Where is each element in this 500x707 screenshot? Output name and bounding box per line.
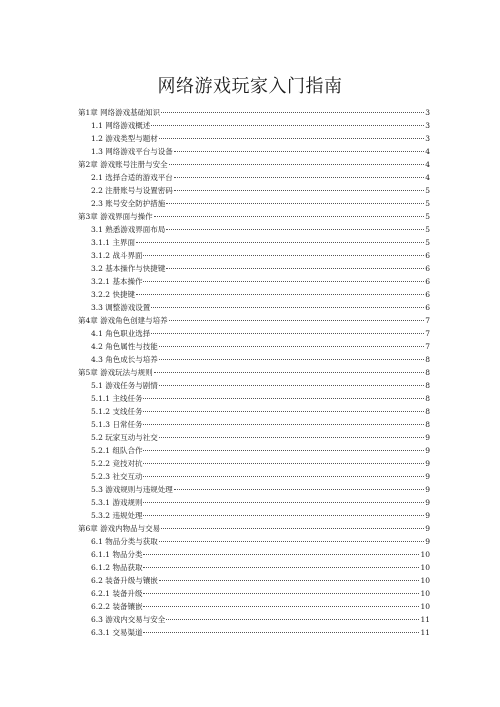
toc-dot-leader xyxy=(143,632,419,633)
toc-page-number: 10 xyxy=(420,589,430,598)
toc-page-number: 4 xyxy=(425,147,430,156)
toc-section-entry[interactable] xyxy=(78,197,430,210)
toc-dot-leader xyxy=(136,242,424,243)
toc-section-entry[interactable] xyxy=(78,327,430,340)
toc-dot-leader xyxy=(174,177,424,178)
toc-section-entry[interactable] xyxy=(78,353,430,366)
toc-entry-title: 第4章 游戏角色创建与培养 xyxy=(78,316,168,325)
toc-dot-leader xyxy=(143,411,424,412)
toc-dot-leader xyxy=(174,190,424,191)
toc-dot-leader xyxy=(143,463,424,464)
toc-page-number: 3 xyxy=(425,134,430,143)
toc-page-number: 9 xyxy=(425,472,430,481)
toc-page-number: 11 xyxy=(420,628,430,637)
toc-section-entry[interactable] xyxy=(78,587,430,600)
toc-dot-leader xyxy=(169,164,425,165)
toc-section-entry[interactable] xyxy=(78,483,430,496)
toc-entry-title: 1.2 游戏类型与题材 xyxy=(91,134,158,143)
toc-dot-leader xyxy=(151,333,424,334)
toc-entry-title: 5.3.2 违规处理 xyxy=(91,511,143,520)
toc-section-entry[interactable] xyxy=(78,379,430,392)
toc-dot-leader xyxy=(161,112,424,113)
toc-page-number: 5 xyxy=(425,199,430,208)
toc-entry-title: 3.1.1 主界面 xyxy=(91,238,135,247)
toc-entry-title: 5.2.2 竞技对抗 xyxy=(91,459,143,468)
toc-dot-leader xyxy=(151,125,424,126)
toc-entry-title: 3.2 基本操作与快捷键 xyxy=(91,264,166,273)
toc-page-number: 7 xyxy=(425,342,430,351)
toc-page-number: 10 xyxy=(420,563,430,572)
toc-dot-leader xyxy=(143,281,424,282)
document-title: 网络游戏玩家入门指南 xyxy=(157,76,343,97)
toc-entry-title: 2.1 选择合适的游戏平台 xyxy=(91,173,173,182)
toc-section-entry[interactable] xyxy=(78,470,430,483)
toc-section-entry[interactable] xyxy=(78,119,430,132)
toc-entry-title: 3.2.2 快捷键 xyxy=(91,290,135,299)
toc-page-number: 6 xyxy=(425,264,430,273)
toc-entry-title: 3.2.1 基本操作 xyxy=(91,277,143,286)
toc-dot-leader xyxy=(151,307,424,308)
toc-entry-title: 3.1 熟悉游戏界面布局 xyxy=(91,225,166,234)
toc-page-number: 7 xyxy=(425,316,430,325)
toc-page-number: 6 xyxy=(425,290,430,299)
toc-entry-title: 4.2 角色属性与技能 xyxy=(91,342,158,351)
toc-page-number: 5 xyxy=(425,225,430,234)
toc-dot-leader xyxy=(154,372,425,373)
toc-page-number: 5 xyxy=(425,186,430,195)
toc-dot-leader xyxy=(143,502,424,503)
toc-section-entry[interactable] xyxy=(78,535,430,548)
toc-section-entry[interactable] xyxy=(78,496,430,509)
toc-section-entry[interactable] xyxy=(78,249,430,262)
toc-dot-leader xyxy=(143,255,424,256)
toc-dot-leader xyxy=(143,515,424,516)
toc-chapter-entry[interactable] xyxy=(78,158,430,171)
toc-entry-title: 3.1.2 战斗界面 xyxy=(91,251,143,260)
toc-page-number: 8 xyxy=(425,420,430,429)
toc-entry-title: 6.2 装备升级与镶嵌 xyxy=(91,576,158,585)
toc-entry-title: 3.3 调整游戏设置 xyxy=(91,303,151,312)
toc-chapter-entry[interactable] xyxy=(78,106,430,119)
table-of-contents xyxy=(78,106,430,639)
toc-entry-title: 4.3 角色成长与培养 xyxy=(91,355,158,364)
toc-section-entry[interactable] xyxy=(78,444,430,457)
toc-section-entry[interactable] xyxy=(78,132,430,145)
toc-section-entry[interactable] xyxy=(78,301,430,314)
toc-entry-title: 6.1.2 物品获取 xyxy=(91,563,143,572)
toc-entry-title: 5.1.2 支线任务 xyxy=(91,407,143,416)
toc-entry-title: 5.3.1 游戏规则 xyxy=(91,498,143,507)
toc-section-entry[interactable] xyxy=(78,275,430,288)
toc-section-entry[interactable] xyxy=(78,171,430,184)
toc-dot-leader xyxy=(143,398,424,399)
toc-page-number: 5 xyxy=(425,238,430,247)
toc-entry-title: 1.1 网络游戏概述 xyxy=(91,121,151,130)
toc-section-entry[interactable] xyxy=(78,600,430,613)
toc-page-number: 8 xyxy=(425,407,430,416)
toc-section-entry[interactable] xyxy=(78,457,430,470)
toc-page-number: 9 xyxy=(425,446,430,455)
toc-page-number: 10 xyxy=(420,550,430,559)
toc-entry-title: 6.2.2 装备镶嵌 xyxy=(91,602,143,611)
toc-dot-leader xyxy=(174,151,424,152)
toc-section-entry[interactable] xyxy=(78,574,430,587)
toc-page-number: 4 xyxy=(425,173,430,182)
toc-dot-leader xyxy=(166,203,424,204)
toc-page-number: 5 xyxy=(425,212,430,221)
toc-section-entry[interactable] xyxy=(78,561,430,574)
toc-page-number: 9 xyxy=(425,459,430,468)
toc-entry-title: 2.2 注册账号与设置密码 xyxy=(91,186,173,195)
toc-page-number: 9 xyxy=(425,498,430,507)
toc-page-number: 3 xyxy=(425,108,430,117)
toc-entry-title: 第6章 游戏内物品与交易 xyxy=(78,524,161,533)
toc-section-entry[interactable] xyxy=(78,223,430,236)
toc-section-entry[interactable] xyxy=(78,184,430,197)
toc-section-entry[interactable] xyxy=(78,288,430,301)
toc-dot-leader xyxy=(143,606,419,607)
toc-dot-leader xyxy=(136,294,424,295)
toc-dot-leader xyxy=(159,138,424,139)
toc-entry-title: 6.3.1 交易渠道 xyxy=(91,628,143,637)
toc-dot-leader xyxy=(159,346,424,347)
toc-entry-title: 4.1 角色职业选择 xyxy=(91,329,151,338)
toc-dot-leader xyxy=(143,450,424,451)
toc-chapter-entry[interactable] xyxy=(78,366,430,379)
toc-chapter-entry[interactable] xyxy=(78,522,430,535)
toc-dot-leader xyxy=(159,385,424,386)
toc-page-number: 9 xyxy=(425,524,430,533)
toc-dot-leader xyxy=(166,229,424,230)
toc-section-entry[interactable] xyxy=(78,145,430,158)
toc-page-number: 3 xyxy=(425,121,430,130)
toc-page-number: 9 xyxy=(425,485,430,494)
toc-dot-leader xyxy=(166,619,419,620)
toc-section-entry[interactable] xyxy=(78,431,430,444)
toc-entry-title: 2.3 账号安全防护措施 xyxy=(91,199,166,208)
toc-dot-leader xyxy=(143,567,419,568)
toc-entry-title: 6.2.1 装备升级 xyxy=(91,589,143,598)
toc-page-number: 11 xyxy=(420,615,430,624)
toc-dot-leader xyxy=(143,476,424,477)
toc-entry-title: 5.1.3 日常任务 xyxy=(91,420,143,429)
toc-entry-title: 5.2.1 组队合作 xyxy=(91,446,143,455)
toc-page-number: 6 xyxy=(425,277,430,286)
toc-page-number: 10 xyxy=(420,602,430,611)
toc-dot-leader xyxy=(159,437,424,438)
toc-page-number: 6 xyxy=(425,251,430,260)
toc-entry-title: 第3章 游戏界面与操作 xyxy=(78,212,153,221)
toc-entry-title: 5.1.1 主线任务 xyxy=(91,394,143,403)
toc-chapter-entry[interactable] xyxy=(78,210,430,223)
toc-page-number: 9 xyxy=(425,433,430,442)
toc-dot-leader xyxy=(143,593,419,594)
toc-page-number: 7 xyxy=(425,329,430,338)
toc-entry-title: 5.2 玩家互动与社交 xyxy=(91,433,158,442)
toc-page-number: 10 xyxy=(420,576,430,585)
toc-page-number: 9 xyxy=(425,511,430,520)
toc-entry-title: 第5章 游戏玩法与规则 xyxy=(78,368,153,377)
toc-section-entry[interactable] xyxy=(78,405,430,418)
toc-dot-leader xyxy=(159,541,424,542)
toc-page-number: 8 xyxy=(425,355,430,364)
toc-page-number: 6 xyxy=(425,303,430,312)
toc-section-entry[interactable] xyxy=(78,418,430,431)
toc-dot-leader xyxy=(161,528,424,529)
toc-entry-title: 第1章 网络游戏基础知识 xyxy=(78,108,161,117)
toc-entry-title: 6.1.1 物品分类 xyxy=(91,550,143,559)
toc-page-number: 9 xyxy=(425,537,430,546)
toc-section-entry[interactable] xyxy=(78,262,430,275)
toc-dot-leader xyxy=(174,489,424,490)
toc-entry-title: 1.3 网络游戏平台与设备 xyxy=(91,147,173,156)
toc-dot-leader xyxy=(143,554,419,555)
toc-entry-title: 5.1 游戏任务与剧情 xyxy=(91,381,158,390)
toc-page-number: 4 xyxy=(425,160,430,169)
toc-dot-leader xyxy=(159,359,424,360)
toc-entry-title: 5.2.3 社交互动 xyxy=(91,472,143,481)
toc-section-entry[interactable] xyxy=(78,613,430,626)
toc-section-entry[interactable] xyxy=(78,509,430,522)
toc-dot-leader xyxy=(169,320,425,321)
toc-section-entry[interactable] xyxy=(78,548,430,561)
toc-chapter-entry[interactable] xyxy=(78,314,430,327)
toc-section-entry[interactable] xyxy=(78,626,430,639)
toc-dot-leader xyxy=(143,424,424,425)
toc-page-number: 8 xyxy=(425,381,430,390)
toc-entry-title: 第2章 游戏账号注册与安全 xyxy=(78,160,168,169)
toc-dot-leader xyxy=(154,216,425,217)
toc-section-entry[interactable] xyxy=(78,340,430,353)
toc-entry-title: 6.3 游戏内交易与安全 xyxy=(91,615,166,624)
toc-entry-title: 5.3 游戏规则与违规处理 xyxy=(91,485,173,494)
toc-page-number: 8 xyxy=(425,368,430,377)
toc-dot-leader xyxy=(159,580,420,581)
toc-section-entry[interactable] xyxy=(78,236,430,249)
toc-section-entry[interactable] xyxy=(78,392,430,405)
toc-page-number: 8 xyxy=(425,394,430,403)
toc-entry-title: 6.1 物品分类与获取 xyxy=(91,537,158,546)
toc-dot-leader xyxy=(166,268,424,269)
